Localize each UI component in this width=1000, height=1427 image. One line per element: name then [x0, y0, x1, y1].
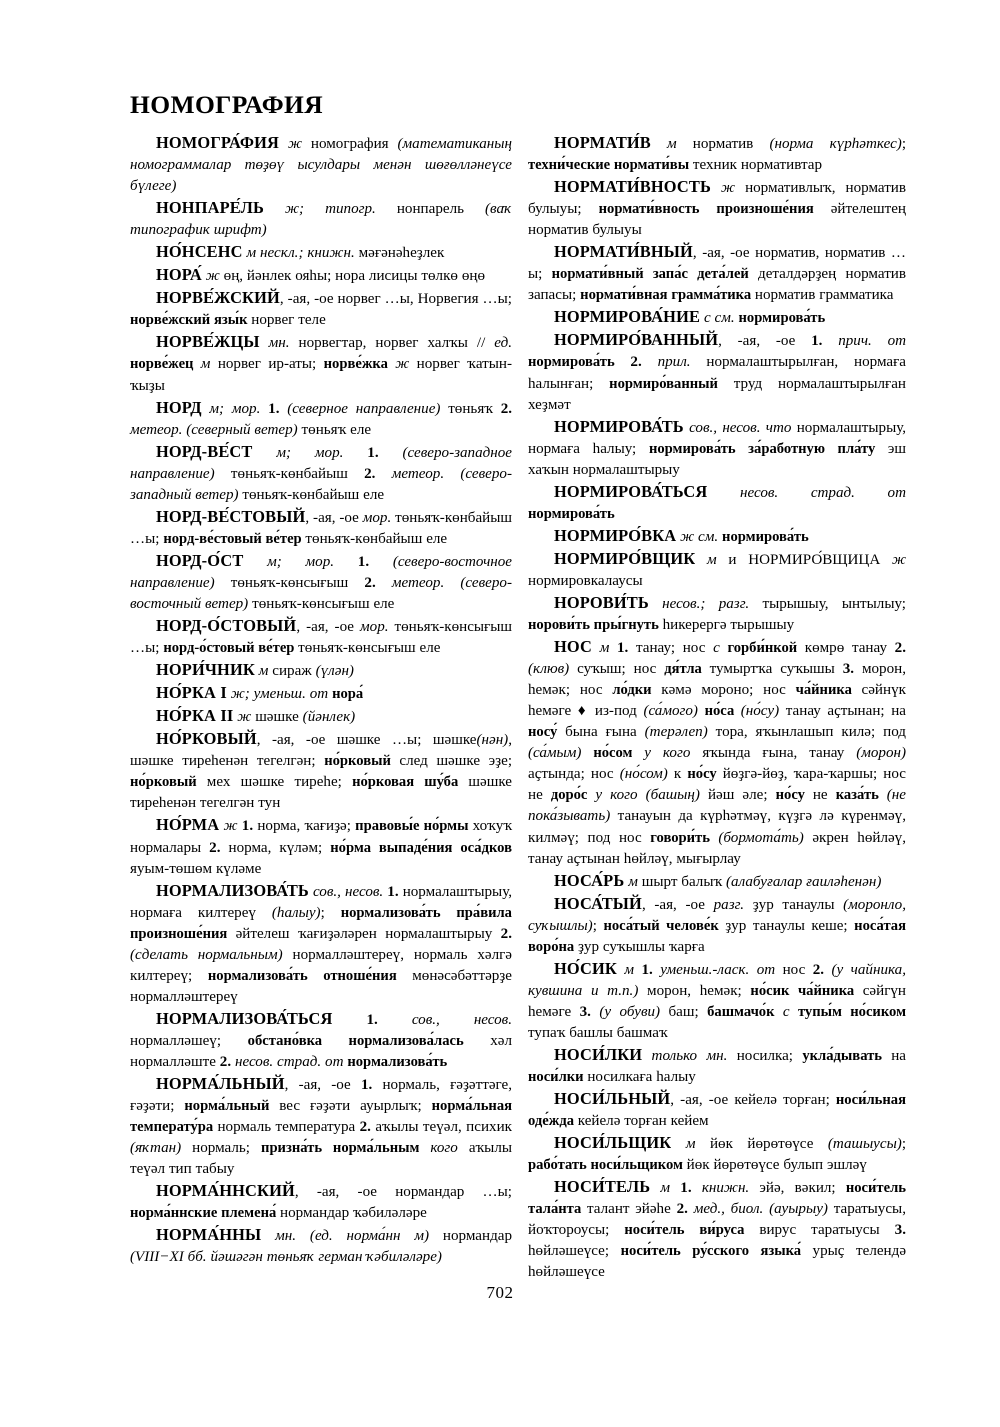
collocation: носа́тый челове́к — [603, 917, 726, 934]
grammar-label: несов. страд. от — [740, 484, 907, 501]
collocation: обстано́вка нормализова́лась — [247, 1032, 491, 1049]
collocation: норве́жский язы́к — [130, 312, 252, 329]
sense-number: 2. — [219, 1053, 235, 1070]
sense-number: 1. — [617, 640, 636, 657]
sense-number: 2. — [676, 1201, 694, 1218]
entry-text: (математиканың номограммалар төҙөү ысулдары менән шөғөлләнеүсе бүлеге) — [130, 136, 513, 195]
collocation: норови́ть пры́гнуть — [528, 617, 663, 634]
grammar-label: прил. — [657, 354, 707, 371]
grammar-label: несов.; разг. — [662, 595, 763, 612]
headword: НОРВЕ́ЖЦЫ — [156, 332, 260, 352]
dictionary-entry: НОС м 1. танау; нос с горби́нкой көмрө танау 2. (клюв) суҡыш; нос дя́тла тумыртҡа суҡышы 3. морон, һемәк; нос ло́дки кәмә мороно; нос ча́йника сәйнүк һемәге ♦ из-под (са́мого) но́са (но́су) танау аҫтынан; на носу́ бына ғына (терәлеп) тора, яҡынлашып килә; под (са́мым) но́сом у кого яҡында ғына, танау (морон) аҫтында; нос (но́сом) к но́су йөҙгә-йөҙ, ҡара-ҡаршы; нос не доро́с у кого (башың) йәш әле; но́су не каза́ть (не пока́зывать) танауын да күрһәтмәү, күҙгә лә күренмәү, килмәү; под нос говори́ть (бормота́ть) әкрен һөйләү, танау аҫтынан һөйләү, мығырлау — [528, 637, 907, 867]
headword: НОРМА́ЛЬНЫЙ — [156, 1074, 285, 1094]
collocation: нормирова́ть — [722, 528, 809, 545]
dictionary-entry: НОРМАЛИЗОВА́ТЬ сов., несов. 1. нормалаштырыу, нормаға килтереү (һалыу); нормализова́ть пра́вила произноше́ния әйтелеш ҡағиҙәләрен нормалаштырыу 2. (сделать нормальным) нормалләштереү, нормаль хәлгә килтереү; нормализова́ть отноше́ния мөнәсәбәттәрҙе нормалләштереү — [130, 880, 512, 1005]
collocation: нормирова́ть — [528, 505, 615, 522]
collocation: говори́ть — [650, 829, 719, 846]
grammar-label: разг. — [713, 896, 753, 913]
collocation: носи́тель ру́сского языка́ — [620, 1243, 813, 1260]
dictionary-entry: НОРМИРО́ВЩИК м и НОРМИРО́ВЩИЦА ж нормировкалаусы — [528, 548, 906, 589]
grammar-label: м — [200, 356, 218, 373]
entry-text: (ваҡ типографик шрифт) — [130, 201, 513, 239]
headword: НОРМИРОВА́ТЬСЯ — [554, 481, 708, 501]
grammar-label: м — [660, 1180, 681, 1197]
entry-text: (у обуви) — [599, 1003, 661, 1020]
sense-number: 1. — [241, 818, 258, 835]
sense-number: 3. — [842, 661, 862, 678]
headword: НОРМА́ННСКИЙ — [156, 1181, 295, 1201]
collocation: носа́тая воро́на — [528, 917, 906, 955]
headword: НОРМИРО́ВЩИК — [554, 548, 696, 568]
dictionary-entry — [130, 682, 512, 705]
sense-number: 3. — [894, 1222, 906, 1239]
entry-text: (северное направление) — [287, 400, 441, 417]
sense-number: 1. — [366, 1011, 412, 1028]
grammar-label: кого — [430, 1140, 469, 1157]
dictionary-entry: НОРМАЛИЗОВА́ТЬСЯ 1. сов., несов. нормалләшеү; обстано́вка нормализова́лась хәл нормалләште 2. несов. страд. от нормализова́ть — [130, 1008, 513, 1070]
collocation: норма́льная температу́ра — [130, 1098, 513, 1136]
page-number: 702 — [486, 1283, 514, 1302]
entry-text: (сделать нормальным) — [130, 946, 283, 963]
headword: НОСА́РЬ — [554, 870, 625, 890]
grammar-label: м — [628, 873, 642, 890]
collocation: норма́льный — [184, 1098, 280, 1115]
headword: НОРМИРО́ВАННЫЙ — [554, 330, 719, 350]
collocation: рабо́тать носи́льщиком — [528, 1157, 687, 1174]
entry-text: (нән) — [476, 732, 509, 749]
headword: НО́СИК — [554, 958, 617, 978]
headword: НОРМИРОВА́НИЕ — [554, 307, 701, 327]
collocation: нормализова́ть отноше́ния — [207, 967, 413, 984]
sense-number: 1. — [367, 444, 403, 461]
headword: НОРВЕ́ЖСКИЙ — [156, 288, 280, 308]
collocation: горби́нкой — [727, 640, 805, 657]
grammar-label: мор. — [360, 619, 395, 636]
grammar-label: м; мор. — [276, 444, 368, 461]
headword: НОРМАТИ́ВНЫЙ — [554, 242, 693, 262]
dictionary-entry: НОРМИРО́ВАННЫЙ, -ая, -ое 1. прич. от нормирова́ть 2. прил. нормалаштырылған, нормаға һалынған; нормиро́ванный труд нормалаштырылған хеҙмәт — [528, 330, 907, 413]
headword: НОРМАТИ́ВНОСТЬ — [554, 177, 711, 197]
grammar-label: ж — [891, 551, 906, 568]
dictionary-entry: НОСА́ТЫЙ, -ая, -ое разг. ҙур танаулы (моронло, суҡышлы); носа́тый челове́к ҙур танаулы кеше; носа́тая воро́на ҙур суҡышлы ҡарға — [528, 893, 906, 955]
headword: НО́РКА I — [156, 683, 227, 703]
dictionary-entry: НОРД-О́СТОВЫЙ, -ая, -ое мор. төньяҡ-көнсығыш …ы; норд-о́стовый ве́тер төньяҡ-көнсығыш еле — [130, 616, 513, 657]
sense-number: 2. — [500, 925, 512, 942]
entry-text: (северо-западное направление) — [130, 444, 512, 482]
grammar-label: м; мор. — [209, 400, 269, 417]
collocation: нормализова́ть пра́вила произноше́ния — [130, 904, 512, 942]
entry-text: (яҡтан) — [130, 1140, 182, 1157]
running-head: НОМОГРАФИЯ — [130, 90, 324, 119]
headword: НОСИ́ЛЬНЫЙ — [554, 1089, 671, 1109]
entry-text: (терәлеп) — [644, 724, 708, 741]
dictionary-entry: НОРВЕ́ЖСКИЙ, -ая, -ое норвег …ы, Норвегия …ы; норве́жский язы́к норвег теле — [130, 288, 512, 329]
entry-text: (үлән) — [315, 663, 354, 680]
entry-text: (северо-восточный ветер) — [130, 574, 512, 612]
headword: НО́РМА — [156, 815, 220, 835]
dictionary-entry: НОРД-О́СТ м; мор. 1. (северо-восточное направление) төньяҡ-көнсығыш 2. метеор. (северо-восточный ветер) төньяҡ-көнсығыш еле — [130, 550, 512, 612]
grammar-label: с — [713, 640, 728, 657]
dictionary-entry: НО́НСЕНС м нескл.; книжн. мәғәнәһеҙлек — [156, 242, 445, 262]
collocation: правовы́е но́рмы — [355, 818, 473, 835]
collocation: техни́ческие нормати́вы — [528, 157, 693, 174]
headword: НОСИ́ТЕЛЬ — [554, 1177, 651, 1197]
sense-number: 1. — [641, 961, 661, 978]
dictionary-entry: НОСИ́ЛКИ только мн. носилка; укла́дывать на носи́лки носилкаға һалыу — [528, 1044, 906, 1086]
collocation: но́су — [687, 766, 723, 783]
grammar-label: м — [258, 663, 273, 680]
entry-text: (алабуғалар ғаиләһенән) — [726, 873, 882, 890]
dictionary-entry: НОСИ́ЛЬНЫЙ, -ая, -ое кейелә торған; носи́льная оде́жда кейелә торған кейем — [528, 1089, 906, 1130]
grammar-label: метеор. — [130, 421, 187, 438]
grammar-label: м — [685, 1136, 710, 1153]
dictionary-entry: НОМОГРА́ФИЯ ж номография (математиканың номограммалар төҙөү ысулдары менән шөғөлләнеүсе бүлеге) — [130, 133, 513, 195]
headword: НОРД-ВЕ́СТ — [156, 441, 253, 461]
collocation: укла́дывать — [802, 1047, 892, 1064]
grammar-label: сов., несов. что — [689, 419, 797, 436]
collocation: нормати́вность произноше́ния — [598, 201, 831, 218]
collocation: но́рма выпаде́ния оса́дков — [330, 839, 512, 856]
sense-number: 2. — [209, 839, 229, 856]
grammar-label: м; мор. — [267, 553, 358, 570]
entry-text: (клюв) — [528, 661, 570, 678]
collocation: норма́ннские племена́ — [130, 1205, 281, 1222]
entry-text: (һалыу) — [271, 904, 321, 921]
headword: НОРМАЛИЗОВА́ТЬ — [156, 880, 309, 900]
sense-number: 2. — [500, 400, 513, 417]
collocation: но́сом — [593, 745, 645, 762]
sense-number: 2. — [364, 465, 392, 482]
dictionary-entry: НОРД м; мор. 1. (северное направление) төньяҡ 2. метеор. (северный ветер) төньяҡ еле — [130, 397, 513, 438]
collocation: но́рковая шу́ба — [352, 774, 469, 791]
dictionary-entry: НОРМАТИ́ВНЫЙ, -ая, -ое норматив, норматив …ы; нормати́вный запа́с дета́лей деталдәрҙең норматив запасы; нормати́вная грамма́тика норматив грамматика — [528, 242, 906, 304]
grammar-label: ж — [205, 268, 224, 285]
sense-number: 2. — [630, 354, 658, 371]
collocation: носу́ — [528, 724, 566, 741]
entry-text: (северный ветер) — [186, 421, 298, 438]
grammar-label: мед., биол. — [693, 1201, 770, 1218]
dictionary-entry: НО́РКОВЫЙ, -ая, -ое шәшке …ы; шәшке(нән), шәшке тиреһенән тегелгән; но́рковый след шәшке эҙе; но́рковый мех шәшке тиреһе; но́рковая шу́ба шәшке тиреһенән тегелгән тун — [130, 729, 513, 812]
dictionary-entry: НОСИ́ТЕЛЬ м 1. книжн. эйә, вәкил; носи́тель тала́нта талант эйәһе 2. мед., биол. (ауырыу) таратыусы, йоҡтороусы; носи́тель ви́руса вирус таратыусы 3. һөйләшеүсе; носи́тель ру́сского языка́ урыҫ телендә һөйләшеүсе — [528, 1177, 907, 1281]
dictionary-entry — [528, 525, 906, 548]
grammar-label: м — [624, 961, 642, 978]
collocation: нора́ — [332, 686, 364, 703]
sense-number: 2. — [359, 1119, 376, 1136]
dictionary-entry: НО́СИК м 1. уменьш.-ласк. от нос 2. (у чайника, кувшина и т.п.) морон, һемәк; но́сик ча́йника сәйгүн һемәге 3. (у обуви) баш; башмачо́к с тупы́м но́сиком тупаҡ башлы башмаҡ — [528, 958, 907, 1041]
collocation: носи́льная оде́жда — [528, 1092, 906, 1130]
dictionary-entry: НОРМИРОВА́ТЬ сов., несов. что нормалаштырыу, нормаға һалыу; нормирова́ть за́работную пла́ту эш хаҡын нормалаштырыу — [528, 416, 907, 478]
grammar-label: у кого — [644, 745, 703, 762]
grammar-label: только мн. — [651, 1047, 737, 1064]
collocation: ча́йника — [795, 682, 862, 699]
dictionary-entry: НОРД-ВЕ́СТОВЫЙ, -ая, -ое мор. төньяҡ-көнбайыш …ы; норд-ве́стовый ве́тер төньяҡ-көнбайыш еле — [130, 506, 513, 547]
dictionary-entry: НОНПАРЕ́ЛЬ ж; типогр. нонпарель (ваҡ типографик шрифт) — [130, 198, 513, 239]
dictionary-entry: НОРВЕ́ЖЦЫ мн. норвегтар, норвег халҡы // ед. норве́жец м норвег ир-аты; норве́жка ж норвег ҡатын-ҡыҙы — [130, 332, 513, 394]
grammar-label: ж — [237, 709, 256, 726]
headword: НОРД-ВЕ́СТОВЫЙ — [156, 506, 306, 526]
dictionary-entry: НОРА́ ж өң, йәнлек ояһы; нора лисицы төлкө өңө — [156, 265, 485, 285]
grammar-label: м — [667, 136, 693, 152]
headword: НОРМИРОВА́ТЬ — [554, 416, 684, 436]
dictionary-entry: НОСА́РЬ м шырт балыҡ (алабуғалар ғаиләһенән) — [554, 870, 882, 890]
collocation: дя́тла — [664, 661, 710, 678]
entry-text: (ташыусы) — [827, 1136, 902, 1153]
dictionary-entry: НОРМА́ННЫ мн. (ед. норма́нн м) нормандар (VIII−XI бб. йәшәгән төньяҡ герман ҡәбиләләре) — [130, 1225, 512, 1266]
collocation: ло́дки — [612, 682, 662, 699]
dictionary-entry: НОРМАТИ́В м норматив (норма күрһәткес); техни́ческие нормати́вы техник нормативтар — [528, 133, 907, 174]
collocation: носи́тель ви́руса — [624, 1222, 760, 1239]
collocation: нормирова́ть — [738, 310, 826, 327]
collocation: но́сик ча́йника — [750, 982, 863, 999]
sense-number: 3. — [579, 1003, 600, 1020]
dictionary-entry: НО́РКА II ж шәшке (йәнлек) — [156, 706, 356, 726]
headword: НОРД-О́СТ — [156, 550, 244, 570]
entry-text: (башың) — [645, 787, 700, 804]
sense-number: 1. — [268, 400, 288, 417]
dictionary-entry: НОРМА́ЛЬНЫЙ, -ая, -ое 1. нормаль, ғәҙәттәге, ғәҙәти; норма́льный вес ғәҙәти ауырлыҡ; норма́льная температу́ра нормаль температура 2. аҡылы теүәл, психик (яҡтан) нормаль; призна́ть норма́льным кого аҡылы теүәл тип табыу — [130, 1074, 513, 1178]
entry-text: (са́мым) — [528, 745, 582, 762]
collocation: доро́с — [550, 787, 596, 804]
headword: НОСИ́ЛКИ — [554, 1044, 643, 1064]
grammar-label: несов. страд. от — [234, 1053, 348, 1070]
collocation: башмачо́к — [707, 1003, 783, 1020]
headword: НОСА́ТЫЙ — [554, 893, 642, 913]
grammar-label: ед. — [494, 335, 513, 352]
dictionary-entry: НОРИ́ЧНИК м сираж (үлән) — [156, 660, 354, 680]
collocation: тупы́м но́сиком — [797, 1003, 907, 1020]
headword: НО́НСЕНС — [156, 242, 243, 262]
entry-text: (ед. норма́нн м) — [309, 1228, 430, 1245]
column-left — [130, 132, 512, 1283]
dictionary-entry: НОРД-ВЕ́СТ м; мор. 1. (северо-западное направление) төньяҡ-көнбайыш 2. метеор. (северо-западный ветер) төньяҡ-көнбайыш еле — [130, 441, 512, 503]
entry-text: (норма күрһәткес) — [769, 136, 902, 152]
grammar-label: м нескл.; книжн. — [246, 245, 359, 262]
collocation: но́са — [704, 703, 741, 720]
headword: НОМОГРА́ФИЯ — [156, 133, 280, 152]
sense-number: 1. — [811, 333, 839, 350]
collocation: но́рковый — [324, 753, 400, 770]
entry-text: (VIII−XI бб. йәшәгән төньяҡ герман ҡәбиләләре) — [130, 1249, 442, 1266]
sense-number: 1. — [360, 1077, 383, 1094]
headword: НОНПАРЕ́ЛЬ — [156, 198, 264, 218]
grammar-label: мн. — [268, 335, 299, 352]
entry-text: (северо-западный ветер) — [130, 465, 512, 503]
entry-text: (моронло, суҡышлы) — [528, 896, 906, 934]
entry-text: (северо-восточное направление) — [130, 553, 512, 591]
grammar-label: ж; уменьш. от — [230, 686, 333, 703]
collocation: норве́жка — [323, 356, 396, 373]
grammar-label: книжн. — [701, 1180, 760, 1197]
grammar-label: м — [707, 551, 729, 568]
collocation: норве́жец — [130, 356, 201, 373]
grammar-label: ж; типогр. — [285, 201, 397, 218]
headword: НОРМИРО́ВКА — [554, 525, 677, 545]
entry-text: (морон) — [856, 745, 907, 762]
grammar-label: метеор. — [391, 574, 461, 591]
collocation: но́су — [775, 787, 813, 804]
headword: НОСИ́ЛЬЩИК — [554, 1133, 672, 1153]
entry-text: (но́сом) — [619, 766, 668, 783]
collocation: каза́ть — [835, 787, 887, 804]
collocation: норд-о́стовый ве́тер — [163, 640, 299, 657]
sense-number: 1. — [680, 1180, 702, 1197]
dictionary-entry: НОРОВИ́ТЬ несов.; разг. тырышыу, ынтылыу; норови́ть пры́гнуть һикерергә тырышыу — [528, 592, 907, 634]
grammar-label: с см. — [703, 310, 739, 327]
headword: НОРОВИ́ТЬ — [554, 592, 649, 612]
grammar-label: сов., несов. — [312, 883, 388, 900]
dictionary-entry: НОРМАТИ́ВНОСТЬ ж нормативлыҡ, норматив булыуы; нормати́вность произноше́ния әйтелештең норматив булыуы — [528, 177, 906, 239]
dictionary-entry: НО́РМА ж 1. норма, ҡағиҙә; правовы́е но́рмы хоҡуҡ нормалары 2. норма, күләм; но́рма выпаде́ния оса́дков яуым-төшөм күләме — [130, 815, 512, 877]
headword: НО́РКОВЫЙ — [156, 729, 257, 749]
collocation: норд-ве́стовый ве́тер — [163, 530, 306, 547]
dictionary-entry — [528, 481, 906, 525]
grammar-label: ж — [720, 180, 746, 197]
headword: НОРД-О́СТОВЫЙ — [156, 616, 297, 636]
grammar-label: ж — [223, 818, 242, 835]
grammar-label: мн. — [275, 1228, 310, 1245]
entry-text: (но́су) — [740, 703, 780, 720]
sense-number: 2. — [812, 961, 832, 978]
grammar-label: ж см. — [680, 528, 723, 545]
dictionary-entry: НОРМА́ННСКИЙ, -ая, -ое нормандар …ы; норма́ннские племена́ нормандар ҡәбиләләре — [130, 1181, 512, 1222]
grammar-label: м — [599, 640, 617, 657]
sense-number: 1. — [387, 883, 403, 900]
entry-text: (у чайника, кувшина и т.п.) — [528, 961, 906, 999]
grammar-label: уменьш.-ласк. от — [660, 961, 783, 978]
collocation: нормирова́ть — [528, 354, 631, 371]
grammar-label: у кого — [595, 787, 646, 804]
headword: НО́РКА II — [156, 706, 234, 726]
collocation: носи́тель тала́нта — [528, 1180, 906, 1218]
dictionary-entry — [528, 306, 906, 329]
sense-number: 2. — [894, 640, 906, 657]
headword: НОРА́ — [156, 265, 202, 285]
headword: НОС — [554, 637, 592, 657]
entry-text: (ауырыу) — [769, 1201, 828, 1218]
collocation: но́рковый — [130, 774, 207, 791]
grammar-label: прич. от — [838, 333, 907, 350]
collocation: нормати́вный запа́с дета́лей — [551, 266, 759, 283]
column-right — [528, 132, 906, 1283]
entry-text: (са́мого) — [643, 703, 698, 720]
text-columns — [130, 132, 906, 1283]
headword: НОРМАТИ́В — [554, 133, 651, 152]
headword: НОРИ́ЧНИК — [156, 660, 255, 680]
collocation: нормирова́ть за́работную пла́ту — [648, 440, 888, 457]
dictionary-entry: НОСИ́ЛЬЩИК м йөк йөрөтөүсе (ташыусы); рабо́тать носи́льщиком йөк йөрөтөүсе булып эшләү — [528, 1133, 907, 1174]
collocation: нормати́вная грамма́тика — [580, 287, 755, 304]
headword: НОРД — [156, 397, 202, 417]
grammar-label: мор. — [362, 509, 396, 526]
headword: НОРМАЛИЗОВА́ТЬСЯ — [156, 1008, 333, 1028]
entry-text: (бормота́ть) — [718, 829, 804, 846]
collocation: носи́лки — [528, 1069, 588, 1086]
grammar-label: ж — [287, 136, 311, 152]
grammar-label: ж — [395, 356, 417, 373]
headword: НОРМА́ННЫ — [156, 1225, 262, 1245]
entry-text: (йәнлек) — [302, 709, 356, 726]
grammar-label: метеор. — [391, 465, 461, 482]
sense-number: 1. — [357, 553, 393, 570]
collocation: нормализова́ть — [347, 1053, 448, 1070]
grammar-label: с — [782, 1003, 798, 1020]
collocation: призна́ть норма́льным — [261, 1140, 431, 1157]
collocation: нормиро́ванный — [609, 375, 734, 392]
grammar-label: сов., несов. — [411, 1011, 513, 1028]
sense-number: 2. — [364, 574, 392, 591]
entry-text: (не пока́зывать) — [528, 787, 906, 825]
idiom-marker: ♦ — [577, 703, 589, 720]
